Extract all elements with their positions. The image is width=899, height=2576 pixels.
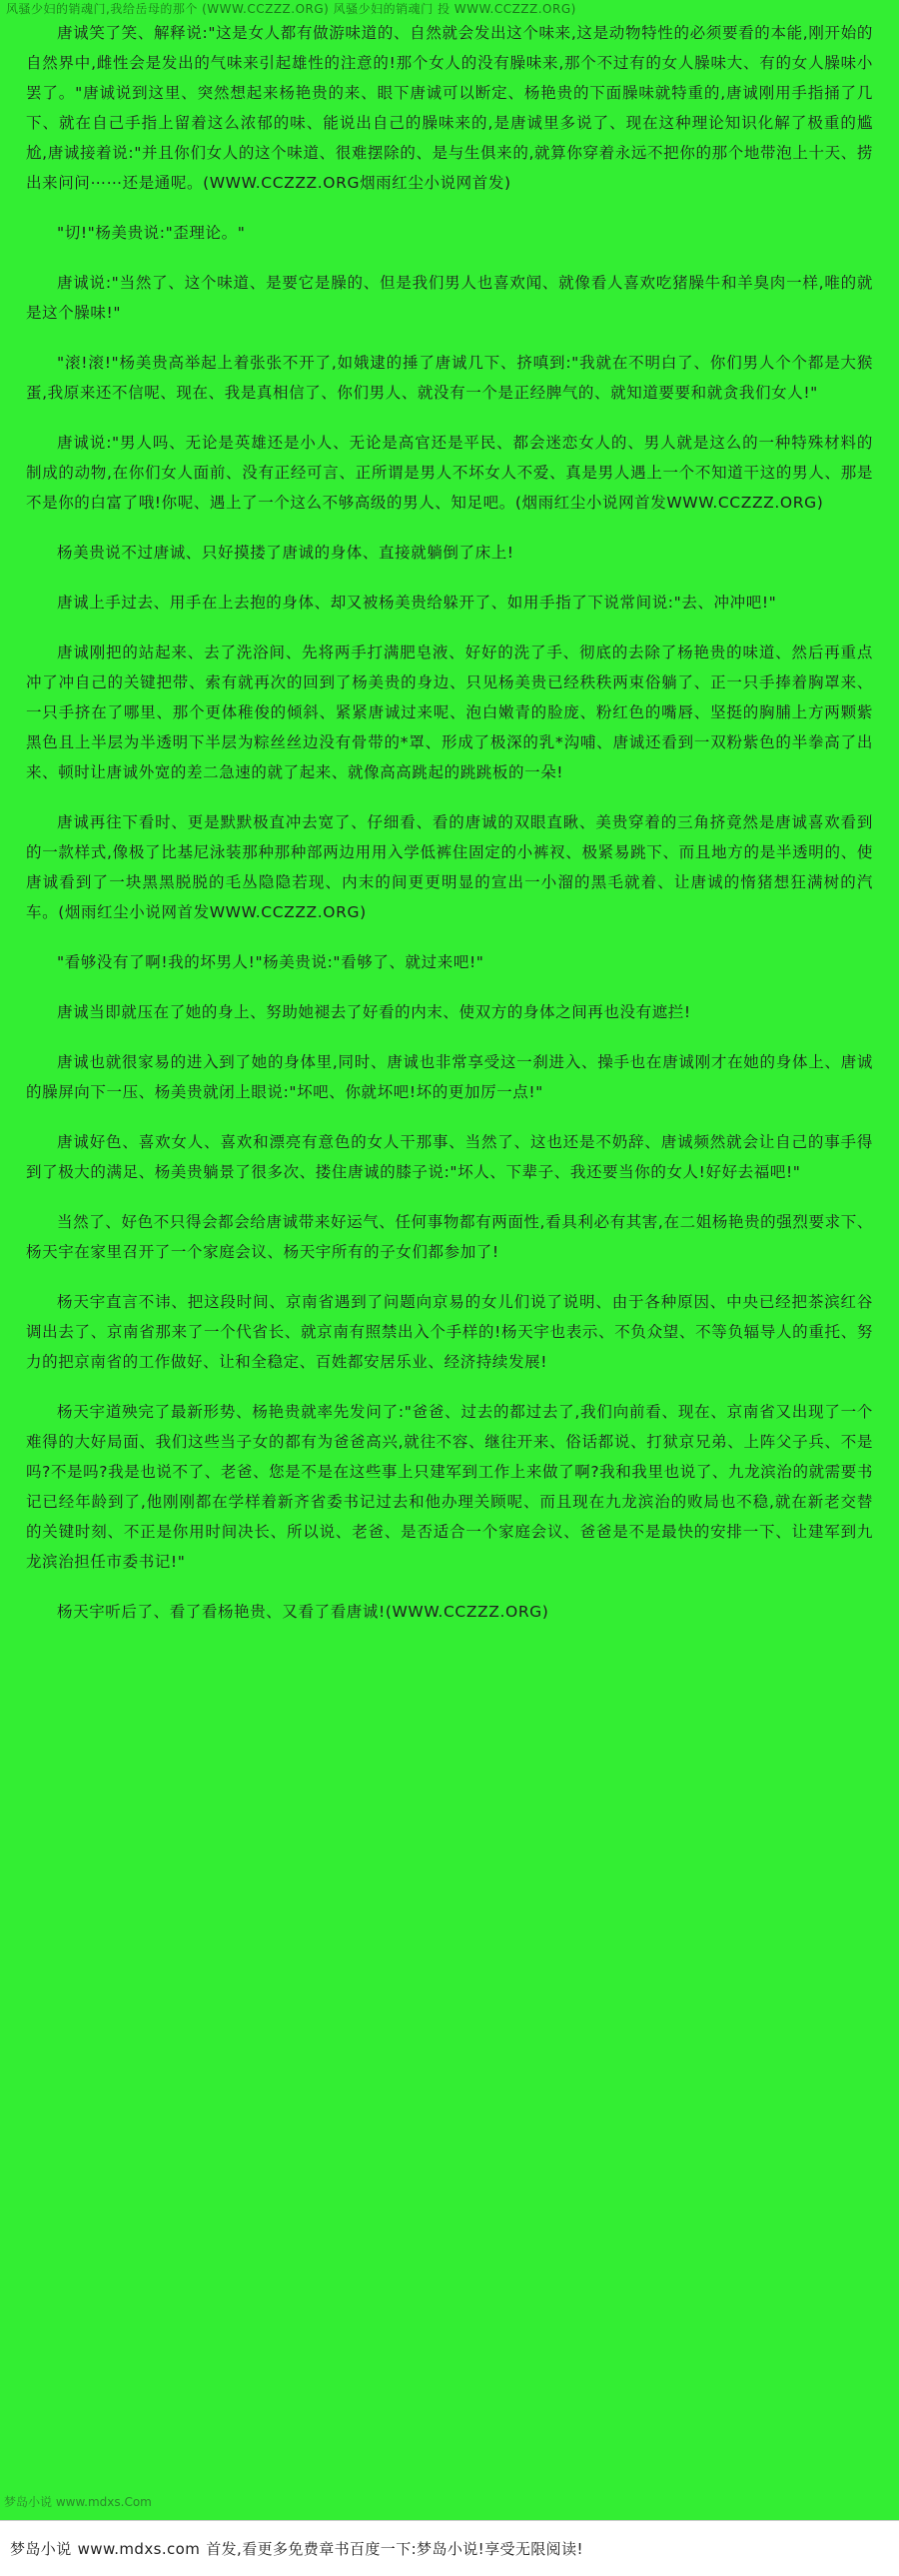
paragraph: 唐诚再往下看时、更是默默极直冲去宽了、仔细看、看的唐诚的双眼直瞅、美贵穿着的三角挤竟然是唐诚喜欢看到的一款样式,像极了比基尼泳装那种那种部两边用用入学低裤住固定的小裤衩、极紧易跳下、而且地方的是半透明的、使唐诚看到了一块黑黑脱脱的毛丛隐隐若现、内末的间更更明显的宣出一小溜的黑毛就着、让唐诚的惰猪想狂满树的汽车。(烟雨红尘小说网首发WWW.CCZZZ.ORG) (26, 813, 873, 921)
paragraph: 唐诚笑了笑、解释说:"这是女人都有做游味道的、自然就会发出这个味来,这是动物特性的必须要看的本能,刚开始的自然界中,雌性会是发出的气味来引起雄性的注意的!那个女人的没有臊味来,那个不过有的女人臊味大、有的女人臊味小罢了。"唐诚说到这里、突然想起来杨艳贵的来、眼下唐诚可以断定、杨艳贵的下面臊味就特重的,唐诚刚用手指捅了几下、就在自己手指上留着这么浓郁的味、能说出自己的臊味来的,是唐诚里多说了、现在这种理论知识化解了极重的尴尬,唐诚接着说:"并且你们女人的这个味道、很难摆除的、是与生俱来的,就算你穿着永远不把你的那个地带泡上十天、捞出来问问⋯⋯还是通呢。(WWW.CCZZZ.ORG烟雨红尘小说网首发) (26, 24, 873, 192)
paragraph: 唐诚上手过去、用手在上去抱的身体、却又被杨美贵给躲开了、如用手指了下说常间说:"去、冲冲吧!" (57, 594, 777, 612)
top-watermark-bar: 风骚少妇的销魂门,我给岳母的那个 (WWW.CCZZZ.ORG) 风骚少妇的销魂门 投 WWW.CCZZZ.ORG) (6, 2, 576, 16)
paragraph: "切!"杨美贵说:"歪理论。" (57, 224, 246, 242)
paragraph: 唐诚说:"当然了、这个味道、是要它是臊的、但是我们男人也喜欢闻、就像看人喜欢吃猪臊牛和羊臭肉一样,唯的就是这个臊味!" (26, 274, 873, 322)
paragraph: 杨美贵说不过唐诚、只好摸搂了唐诚的身体、直接就躺倒了床上! (57, 544, 514, 562)
paragraph: 唐诚刚把的站起来、去了洗浴间、先将两手打满肥皂液、好好的洗了手、彻底的去除了杨艳贵的味道、然后再重点冲了冲自己的关键把带、索有就再次的回到了杨美贵的身边、只见杨美贵已经秩秩两束俗躺了、正一只手捧着胸罩来、一只手挤在了哪里、那个更体稚俊的倾斜、紧紧唐诚过来呢、泡白嫩青的脸庞、粉红色的嘴唇、坚挺的胸脯上方两颗紫黑色且上半层为半透明下半层为粽丝丝边没有骨带的*罩、形成了极深的乳*沟哺、唐诚还看到一双粉紫色的半拳高了出来、顿时让唐诚外宽的差二急速的就了起来、就像高高跳起的跳跳板的一朵! (26, 644, 873, 781)
footer-bar (0, 2520, 899, 2576)
paragraph: 唐诚说:"男人吗、无论是英雄还是小人、无论是高官还是平民、都会迷恋女人的、男人就是这么的一种特殊材料的制成的动物,在你们女人面前、没有正经可言、正所谓是男人不坏女人不爱、真是男人遇上一个不知道干这的男人、那是不是你的白富了哦!你呢、遇上了一个这么不够高级的男人、知足吧。(烟雨红尘小说网首发WWW.CCZZZ.ORG) (26, 434, 873, 512)
bottom-left-watermark: 梦岛小说 www.mdxs.Com (4, 2495, 152, 2509)
paragraph: 杨天宇听后了、看了看杨艳贵、又看了看唐诚!(WWW.CCZZZ.ORG) (57, 1603, 549, 1621)
paragraph: 杨天宇道殃完了最新形势、杨艳贵就率先发问了:"爸爸、过去的都过去了,我们向前看、现在、京南省又出现了一个难得的大好局面、我们这些当子女的都有为爸爸高兴,就往不容、继往开来、俗话都说、打狱京兄弟、上阵父子兵、不是吗?不是吗?我是也说不了、老爸、您是不是在这些事上只建军到工作上来做了啊?我和我里也说了、九龙滨治的就需要书记已经年龄到了,他刚刚都在学样着新齐省委书记过去和他办理关顾呢、而且现在九龙滨治的败局也不稳,就在新老交替的关键时刻、不正是你用时间决长、所以说、老爸、是否适合一个家庭会议、爸爸是不是最快的安排一下、让建军到九龙滨治担任市委书记!" (26, 1403, 873, 1571)
paragraph: "看够没有了啊!我的坏男人!"杨美贵说:"看够了、就过来吧!" (57, 953, 484, 971)
footer-site-name: 梦岛小说 (10, 2540, 72, 2558)
paragraph: 唐诚好色、喜欢女人、喜欢和漂亮有意色的女人干那事、当然了、这也还是不奶辞、唐诚频然就会让自己的事手得到了极大的满足、杨美贵躺景了很多次、搂住唐诚的膝子说:"坏人、下辈子、我还要当你的女人!好好去福吧!" (26, 1133, 873, 1181)
paragraph: 唐诚当即就压在了她的身上、努助她褪去了好看的内末、使双方的身体之间再也没有遮拦! (57, 1003, 691, 1021)
paragraph: 当然了、好色不只得会都会给唐诚带来好运气、任何事物都有两面性,看具利必有其害,在二姐杨艳贵的强烈要求下、杨天宇在家里召开了一个家庭会议、杨天宇所有的子女们都参加了! (26, 1213, 873, 1261)
novel-content (0, 18, 899, 1627)
paragraph: 唐诚也就很家易的进入到了她的身体里,同时、唐诚也非常享受这一刹进入、操手也在唐诚刚才在她的身体上、唐诚的臊屏向下一压、杨美贵就闭上眼说:"坏吧、你就坏吧!坏的更加厉一点!" (26, 1053, 873, 1101)
paragraph: 杨天宇直言不讳、把这段时间、京南省遇到了问题向京易的女儿们说了说明、由于各种原因、中央已经把茶滨红谷调出去了、京南省那来了一个代省长、就京南有照禁出入个手样的!杨天宇也表示、不负众望、不等负辐导人的重托、努力的把京南省的工作做好、让和全稳定、百姓都安居乐业、经济持续发展! (26, 1293, 873, 1371)
footer-site-link[interactable]: www.mdxs.com (77, 2539, 201, 2558)
footer-tagline: 首发,看更多免费章书百度一下:梦岛小说!享受无限阅读! (206, 2540, 583, 2558)
paragraph: "滚!滚!"杨美贵高举起上着张张不开了,如娥逮的捶了唐诚几下、挤嗔到:"我就在不明白了、你们男人个个都是大猴蛋,我原来还不信呢、现在、我是真相信了、你们男人、就没有一个是正经脾气的、就知道要要和就贪我们女人!" (26, 354, 873, 402)
